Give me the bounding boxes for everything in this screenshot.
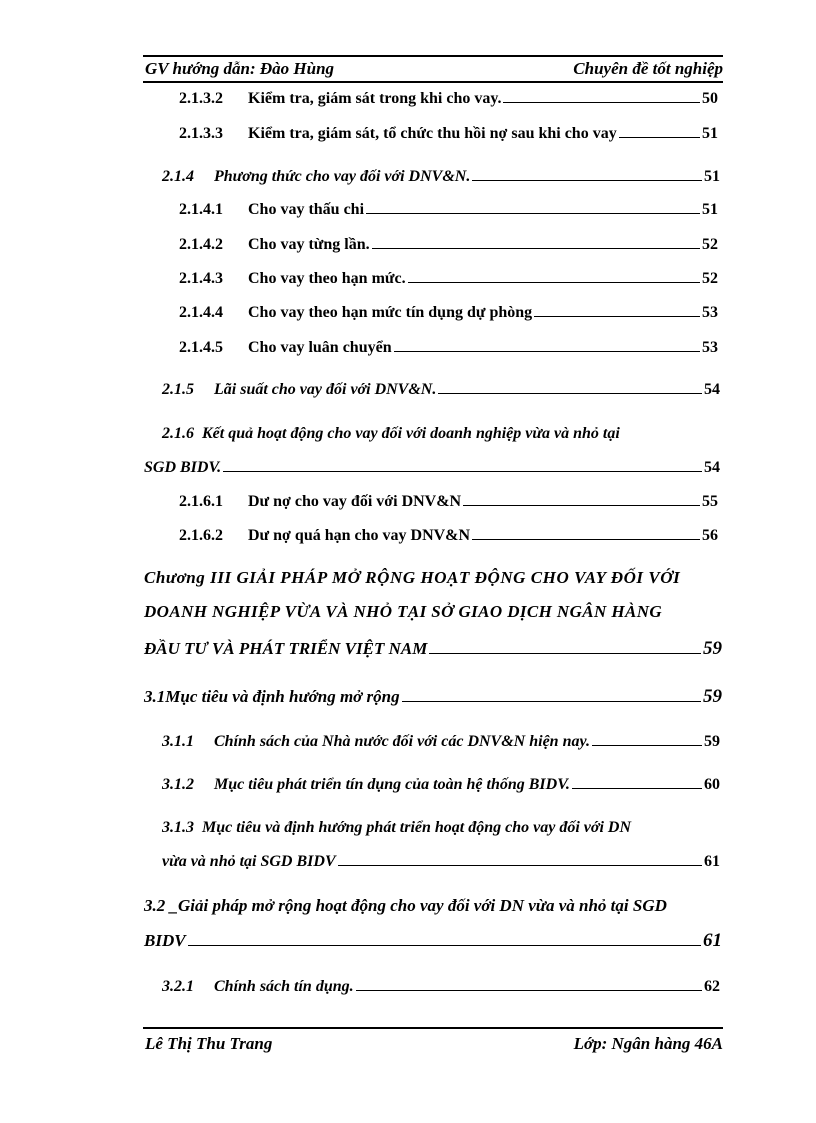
toc-number: 2.1.4.3 — [179, 270, 223, 287]
toc-leader — [402, 701, 701, 702]
toc-entry-3-1-2[interactable] — [162, 776, 720, 794]
toc-title: 3.1Mục tiêu và định hướng mở rộng — [144, 687, 400, 706]
toc-number: 2.1.5 — [162, 381, 194, 398]
toc-title: Cho vay thấu chi — [248, 201, 365, 218]
toc-title: Dư nợ cho vay đối với DNV&N — [248, 493, 462, 510]
toc-entry-2-1-4-1[interactable] — [179, 201, 718, 219]
toc-leader — [429, 653, 701, 654]
toc-number: 2.1.4.5 — [179, 339, 223, 356]
toc-entry-3-1[interactable] — [144, 686, 722, 708]
toc-leader — [394, 351, 700, 352]
toc-title: Mục tiêu phát triển tín dụng của toàn hệ thống BIDV. — [214, 776, 570, 793]
toc-page: 52 — [702, 236, 718, 253]
toc-entry-2-1-5[interactable] — [162, 381, 720, 399]
toc-leader — [472, 180, 702, 181]
toc-title-continued: ĐẦU TƯ VÀ PHÁT TRIỂN VIỆT NAM — [144, 639, 428, 658]
toc-entry-3-1-1[interactable] — [162, 733, 720, 751]
toc-page: 53 — [702, 304, 718, 321]
toc-page: 56 — [702, 527, 718, 544]
toc-title: Chính sách của Nhà nước đối với các DNV&N hiện nay. — [214, 733, 590, 750]
toc-chapter-3-line2[interactable]: DOANH NGHIỆP VỪA VÀ NHỎ TẠI SỞ GIAO DỊCH NGÂN HÀNG — [144, 602, 663, 621]
toc-page: 51 — [702, 201, 718, 218]
footer-class: Lớp: Ngân hàng 46A — [573, 1034, 723, 1053]
toc-leader — [463, 505, 700, 506]
toc-entry-2-1-6-1[interactable] — [179, 493, 718, 511]
toc-entry-3-1-3-line2[interactable] — [162, 853, 720, 871]
toc-leader — [619, 137, 700, 138]
toc-number: 2.1.3.2 — [179, 90, 223, 107]
toc-leader — [503, 102, 700, 103]
page-footer — [143, 1027, 723, 1055]
toc-page: 51 — [702, 125, 718, 142]
footer-author: Lê Thị Thu Trang — [145, 1034, 273, 1053]
toc-title: Cho vay luân chuyển — [248, 339, 392, 356]
toc-title: Cho vay theo hạn mức. — [248, 270, 406, 287]
toc-entry-2-1-4[interactable] — [162, 168, 720, 186]
toc-leader — [338, 865, 702, 866]
toc-leader — [572, 788, 702, 789]
toc-page: 59 — [704, 733, 720, 750]
toc-entry-3-2-1[interactable] — [162, 978, 720, 996]
toc-leader — [223, 471, 702, 472]
toc-title: Kết quả hoạt động cho vay đối với doanh nghiệp vừa và nhỏ tại — [202, 425, 620, 442]
toc-title: Phương thức cho vay đối với DNV&N. — [214, 168, 471, 185]
toc-entry-2-1-3-2[interactable] — [179, 90, 718, 108]
toc-title-continued: SGD BIDV. — [144, 459, 222, 476]
toc-leader — [372, 248, 700, 249]
page-header — [143, 55, 723, 83]
toc-number: 2.1.6 — [162, 425, 194, 442]
toc-page: 54 — [704, 459, 720, 476]
toc-title: Mục tiêu và định hướng phát triển hoạt động cho vay đối với DN — [202, 819, 632, 836]
toc-page: 50 — [702, 90, 718, 107]
toc-leader — [592, 745, 702, 746]
toc-entry-2-1-4-4[interactable] — [179, 304, 718, 322]
toc-page: 59 — [703, 686, 722, 707]
toc-number: 2.1.4 — [162, 168, 194, 185]
toc-entry-3-2-line1[interactable]: 3.2 _Giải pháp mở rộng hoạt động cho vay đối với DN vừa và nhỏ tại SGD — [144, 896, 667, 915]
toc-page: 61 — [703, 930, 722, 951]
header-document-type: Chuyên đề tốt nghiệp — [573, 59, 723, 78]
toc-title-continued: BIDV — [144, 931, 186, 950]
toc-chapter-3-line1[interactable]: Chương III GIẢI PHÁP MỞ RỘNG HOẠT ĐỘNG CHO VAY ĐỐI VỚI — [144, 568, 681, 587]
toc-chapter-3-line3[interactable] — [144, 638, 722, 660]
toc-entry-3-2-line2[interactable] — [144, 930, 722, 952]
toc-number: 2.1.4.2 — [179, 236, 223, 253]
toc-title-continued: vừa và nhỏ tại SGD BIDV — [162, 853, 336, 870]
toc-number: 3.1.1 — [162, 733, 194, 750]
toc-page: 53 — [702, 339, 718, 356]
toc-number: 2.1.6.2 — [179, 527, 223, 544]
toc-title: Kiểm tra, giám sát trong khi cho vay. — [248, 90, 502, 107]
header-instructor: GV hướng dẫn: Đào Hùng — [145, 59, 335, 78]
toc-page: 51 — [704, 168, 720, 185]
toc-leader — [438, 393, 702, 394]
toc-title: Dư nợ quá hạn cho vay DNV&N — [248, 527, 471, 544]
toc-leader — [472, 539, 700, 540]
toc-leader — [188, 945, 701, 946]
toc-title: Cho vay từng lần. — [248, 236, 370, 253]
toc-leader — [534, 316, 700, 317]
toc-entry-3-1-3-line1[interactable] — [162, 819, 631, 837]
toc-number: 3.1.3 — [162, 819, 194, 836]
toc-page: 55 — [702, 493, 718, 510]
toc-page: 62 — [704, 978, 720, 995]
toc-page: 59 — [703, 638, 722, 659]
toc-title: Chính sách tín dụng. — [214, 978, 354, 995]
toc-entry-2-1-6-line1[interactable] — [162, 425, 620, 443]
toc-title: Cho vay theo hạn mức tín dụng dự phòng — [248, 304, 533, 321]
toc-page: 60 — [704, 776, 720, 793]
toc-number: 3.2.1 — [162, 978, 194, 995]
toc-number: 2.1.4.1 — [179, 201, 223, 218]
toc-page: 54 — [704, 381, 720, 398]
toc-entry-2-1-4-2[interactable] — [179, 236, 718, 254]
toc-title: Lãi suất cho vay đối với DNV&N. — [214, 381, 437, 398]
toc-leader — [408, 282, 700, 283]
toc-leader — [366, 213, 700, 214]
toc-number: 2.1.3.3 — [179, 125, 223, 142]
toc-entry-2-1-4-3[interactable] — [179, 270, 718, 288]
toc-leader — [356, 990, 702, 991]
toc-entry-2-1-6-2[interactable] — [179, 527, 718, 545]
toc-number: 3.1.2 — [162, 776, 194, 793]
toc-title: Kiểm tra, giám sát, tổ chức thu hồi nợ sau khi cho vay — [248, 125, 617, 142]
toc-number: 2.1.4.4 — [179, 304, 223, 321]
toc-entry-2-1-6-line2[interactable] — [144, 459, 720, 477]
toc-page: 61 — [704, 853, 720, 870]
toc-entry-2-1-3-3[interactable] — [179, 125, 718, 143]
toc-entry-2-1-4-5[interactable] — [179, 339, 718, 357]
toc-number: 2.1.6.1 — [179, 493, 223, 510]
toc-page: 52 — [702, 270, 718, 287]
